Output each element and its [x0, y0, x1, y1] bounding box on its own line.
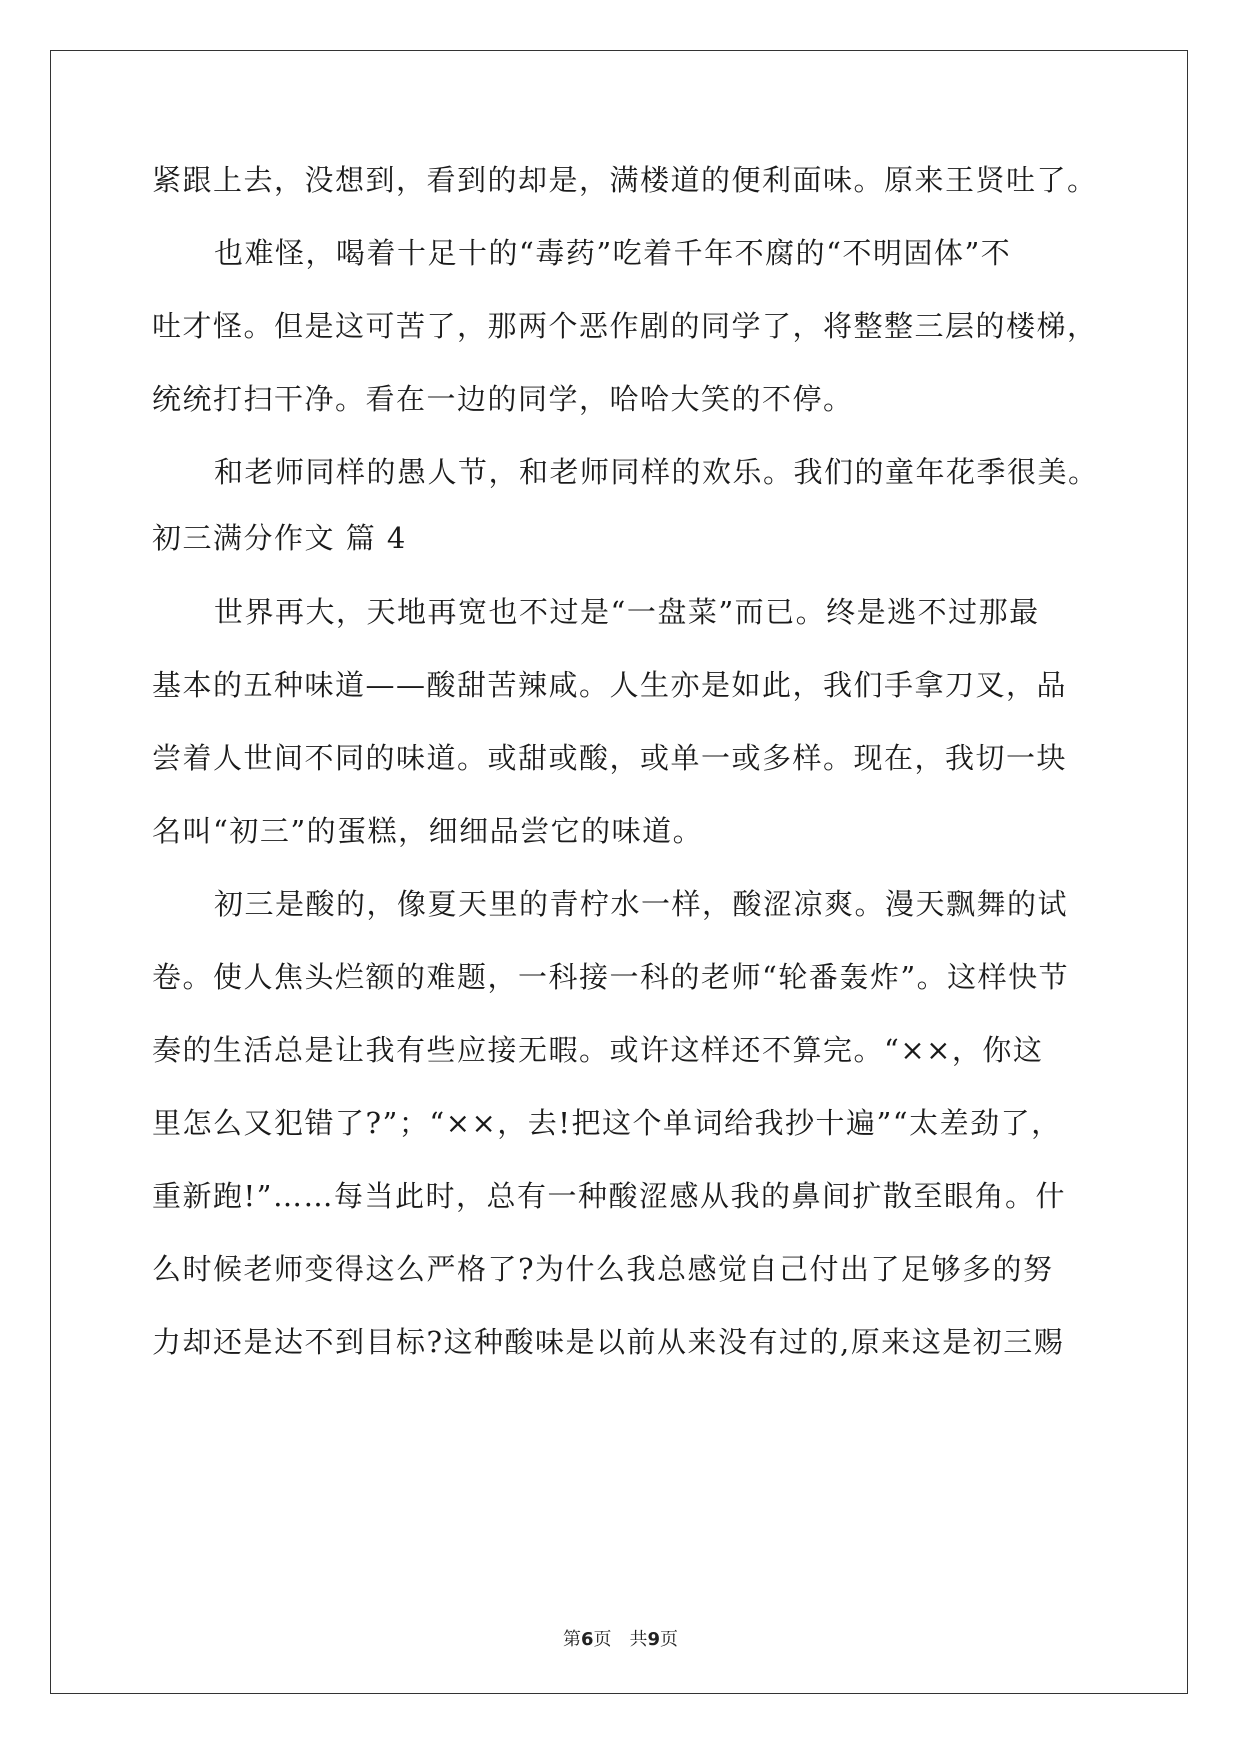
paragraph-start-line: 也难怪，喝着十足十的“毒药”吃着千年不腐的“不明固体”不: [214, 236, 1012, 270]
total-page-number: 9: [647, 1629, 661, 1650]
text-line: 奏的生活总是让我有些应接无暇。或许这样还不算完。“××，你这: [152, 1033, 1044, 1067]
text-line: 么时候老师变得这么严格了?为什么我总感觉自己付出了足够多的努: [152, 1252, 1054, 1286]
footer-suffix: 页: [660, 1629, 679, 1650]
text-line: 重新跑!”……每当此时，总有一种酸涩感从我的鼻间扩散至眼角。什: [152, 1179, 1066, 1213]
footer-middle: 页 共: [593, 1629, 648, 1650]
paragraph-start-line: 初三是酸的，像夏天里的青柠水一样，酸涩凉爽。漫天飘舞的试: [214, 887, 1069, 921]
footer-prefix: 第: [562, 1629, 581, 1650]
text-line: 紧跟上去，没想到，看到的却是，满楼道的便利面味。原来王贤吐了。: [152, 163, 1098, 197]
text-line: 基本的五种味道——酸甜苦辣咸。人生亦是如此，我们手拿刀叉，品: [152, 668, 1068, 702]
page-frame: [50, 50, 1188, 1694]
text-line: 统统打扫干净。看在一边的同学，哈哈大笑的不停。: [152, 382, 854, 416]
page-footer: [0, 1628, 1241, 1652]
section-heading: 初三满分作文 篇 4: [152, 521, 407, 555]
text-line: 卷。使人焦头烂额的难题，一科接一科的老师“轮番轰炸”。这样快节: [152, 960, 1070, 994]
text-line: 力却还是达不到目标?这种酸味是以前从来没有过的,原来这是初三赐: [152, 1325, 1065, 1359]
text-line: 吐才怪。但是这可苦了，那两个恶作剧的同学了，将整整三层的楼梯，: [152, 309, 1098, 343]
text-line: 名叫“初三”的蛋糕，细细品尝它的味道。: [152, 814, 704, 848]
text-line: 里怎么又犯错了?”；“××，去!把这个单词给我抄十遍”“太差劲了，: [152, 1106, 1062, 1140]
paragraph-start-line: 和老师同样的愚人节，和老师同样的欢乐。我们的童年花季很美。: [214, 455, 1099, 489]
current-page-number: 6: [580, 1629, 594, 1650]
text-line: 尝着人世间不同的味道。或甜或酸，或单一或多样。现在，我切一块: [152, 741, 1068, 775]
paragraph-start-line: 世界再大，天地再宽也不过是“一盘菜”而已。终是逃不过那最: [214, 595, 1040, 629]
